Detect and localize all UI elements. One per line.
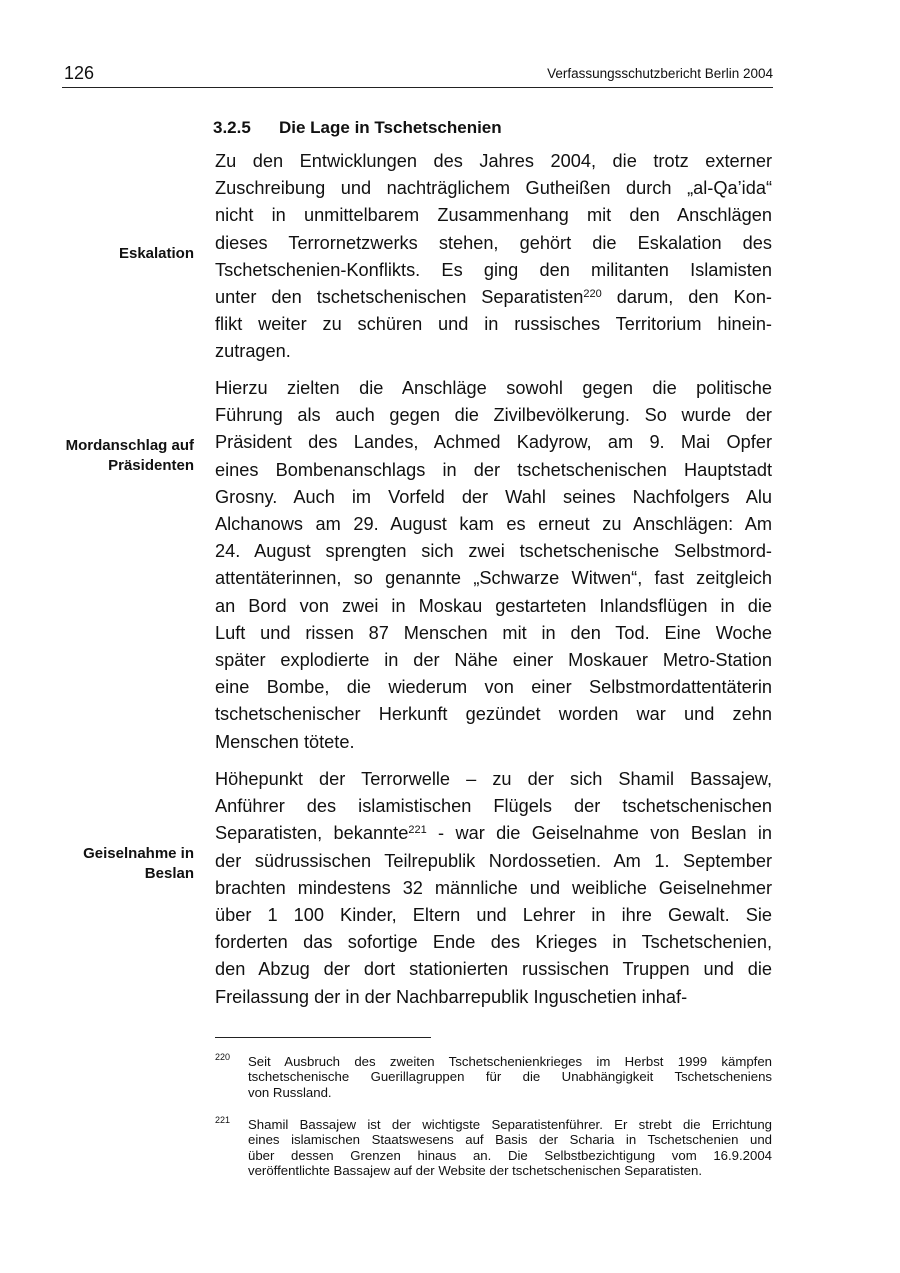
paragraph-line: zutragen. [215,341,291,362]
paragraph-line: dieses Terrornetzwerks stehen, gehört die Eskalation des [215,232,772,253]
paragraph-line: forderten das sofortige Ende des Krieges in Tschetschenien, [215,932,772,953]
line-text: darum, den Kon- [601,287,772,308]
line-text: unter den tschetschenischen Separatisten [215,287,584,308]
margin-note-line: Präsidenten [108,457,194,474]
footnote-220 [215,1054,772,1100]
margin-note-geiselnahme [34,844,194,884]
paragraph-geiselnahme [215,766,772,1011]
page-header [62,62,773,88]
line-text: Separatisten, bekannte [215,823,409,844]
paragraph-line: Freilassung der in der Nachbarrepublik Inguschetien inhaf- [215,986,688,1007]
paragraph-line: Tschetschenien-Konflikts. Es ging den militanten Islamisten [215,259,772,280]
paragraph-line: Alchanows am 29. August kam es erneut zu Anschlägen: Am [215,514,772,535]
paragraph-line: nicht in unmittelbarem Zusammenhang mit den Anschlägen [215,205,772,226]
footnote-text [248,1054,772,1100]
footnote-reference[interactable]: 220 [583,288,602,301]
paragraph-line: Zu den Entwicklungen des Jahres 2004, die trotz externer [215,151,772,171]
paragraph-line: tschetschenischer Herkunft gezündet worden war und zehn [215,704,772,725]
paragraph-line: Führung als auch gegen die Zivilbevölkerung. So wurde der [215,405,772,426]
paragraph-line [215,820,772,847]
footnote-line: von Russland. [248,1084,332,1100]
footnote-rule [215,1037,431,1038]
paragraph-line: Zuschreibung und nachträglichem Gutheißen durch „al-Qa’ida“ [215,178,772,199]
line-text: - war die Geiselnahme von Beslan in [426,823,772,844]
section-number: 3.2.5 [213,118,251,137]
paragraph-line: eine Bombe, die wiederum von einer Selbstmordattentäterin [215,677,772,698]
paragraph-line: der südrussischen Teilrepublik Nordossetien. Am 1. September [215,850,772,871]
paragraph-line: flikt weiter zu schüren und in russisches Territorium hinein- [215,314,772,335]
footnote-line: eines islamischen Staatswesens auf Basis der Scharia in Tschetschenien und [248,1132,772,1148]
footnote-text [248,1117,772,1178]
paragraph-line: 24. August sprengten sich zwei tschetschenische Selbstmord- [215,541,772,562]
paragraph-line: Luft und rissen 87 Menschen mit in den Tod. Eine Woche [215,622,772,643]
paragraph-line: später explodierte in der Nähe einer Moskauer Metro-Station [215,650,772,671]
paragraph-line: den Abzug der dort stationierten russischen Truppen und die [215,959,772,980]
section-title: Die Lage in Tschetschenien [279,118,502,137]
footnote-number: 221 [215,1115,231,1125]
paragraph-line: Hierzu zielten die Anschläge sowohl gegen die politische [215,378,772,398]
paragraph-line [215,284,772,311]
paragraph-line: Anführer des islamistischen Flügels der tschetschenischen [215,796,772,817]
paragraph-line: brachten mindestens 32 männliche und weibliche Geiselnehmer [215,877,772,898]
margin-note-mordanschlag [34,436,194,476]
paragraph-mordanschlag [215,375,772,756]
margin-note-line: Eskalation [118,245,194,262]
paragraph-line: Präsident des Landes, Achmed Kadyrow, am 9. Mai Opfer [215,432,772,453]
footnote-line: Shamil Bassajew ist der wichtigste Separatistenführer. Er strebt die Errichtung [248,1117,772,1132]
paragraph-line: Grosny. Auch im Vorfeld der Wahl seines Nachfolgers Alu [215,486,772,507]
paragraph-line: eines Bombenanschlags in der tschetschenischen Hauptstadt [215,459,772,480]
margin-note-line: Geiselnahme in [83,845,194,862]
footnote-line: Seit Ausbruch des zweiten Tschetschenienkrieges im Herbst 1999 kämpfen [248,1054,772,1069]
page-number: 126 [64,63,95,83]
footnote-221 [215,1117,772,1178]
footnote-reference[interactable]: 221 [408,824,427,837]
footnote-line: veröffentlichte Bassajew auf der Website der tschetschenischen Separatisten. [248,1162,703,1178]
paragraph-line: Höhepunkt der Terrorwelle – zu der sich Shamil Bassajew, [215,769,772,789]
footnote-line: über dessen Grenzen hinaus an. Die Selbstbezichtigung vom 16.9.2004 [248,1147,772,1163]
paragraph-line: an Bord von zwei in Moskau gestarteten Inlandsflügen in die [215,595,772,616]
footnote-number: 220 [215,1052,231,1062]
margin-note-line: Mordanschlag auf [65,437,194,454]
margin-note-eskalation [34,244,194,264]
paragraph-line: attentäterinnen, so genannte „Schwarze Witwen“, fast zeitgleich [215,568,772,589]
running-title: Verfassungsschutzbericht Berlin 2004 [547,66,773,81]
paragraph-eskalation [215,148,772,366]
paragraph-line: Menschen tötete. [215,731,355,752]
margin-note-line: Beslan [144,865,194,882]
footnote-line: tschetschenische Guerillagruppen für die Unabhängigkeit Tschetscheniens [248,1069,772,1085]
paragraph-line: über 1 100 Kinder, Eltern und Lehrer in ihre Gewalt. Sie [215,905,772,926]
section-heading [213,117,502,139]
